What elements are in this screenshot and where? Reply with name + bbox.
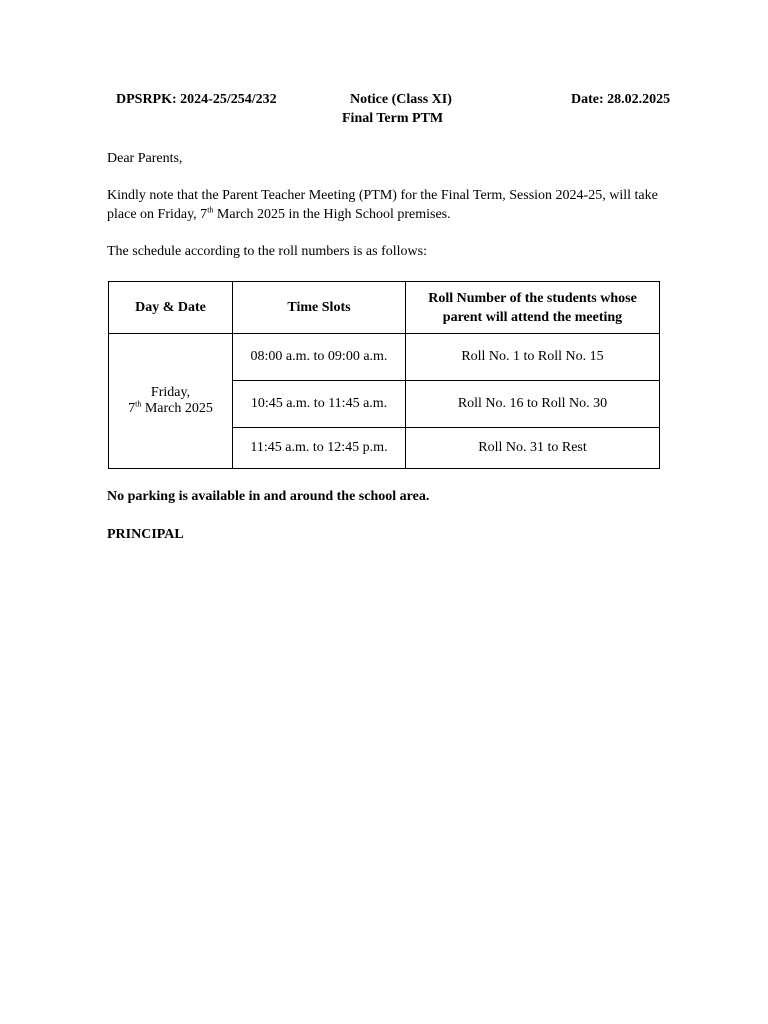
intro-superscript: th	[207, 205, 214, 215]
notice-title: Notice (Class XI)	[350, 92, 452, 107]
header-day-date: Day & Date	[109, 282, 233, 334]
table-header-row	[109, 282, 660, 334]
day-date	[115, 401, 226, 417]
day-date-cell	[109, 334, 233, 469]
day-number: 7	[128, 401, 136, 416]
schedule-table	[108, 281, 660, 469]
salutation: Dear Parents,	[107, 151, 183, 166]
roll-range-cell: Roll No. 16 to Roll No. 30	[406, 381, 660, 428]
time-slot-cell: 11:45 a.m. to 12:45 p.m.	[233, 428, 406, 469]
schedule-intro: The schedule according to the roll numbers is as follows:	[107, 244, 427, 259]
time-slot-cell: 10:45 a.m. to 11:45 a.m.	[233, 381, 406, 428]
notice-date: Date: 28.02.2025	[571, 92, 671, 107]
header-roll-number: Roll Number of the students whose parent will attend the meeting	[406, 282, 660, 334]
intro-text-part2: March 2025 in the High School premises.	[213, 207, 451, 222]
day-name: Friday,	[150, 385, 191, 400]
day-superscript: th	[135, 399, 142, 409]
header-time-slots: Time Slots	[233, 282, 406, 334]
signatory: PRINCIPAL	[107, 527, 184, 542]
intro-text-part1: Kindly note that the Parent Teacher Meeting (PTM) for the Final Term, Session 2024-25, will take place on Friday, 7	[107, 188, 658, 222]
roll-range-cell: Roll No. 31 to Rest	[406, 428, 660, 469]
time-slot-cell: 08:00 a.m. to 09:00 a.m.	[233, 334, 406, 381]
roll-range-cell: Roll No. 1 to Roll No. 15	[406, 334, 660, 381]
reference-number: DPSRPK: 2024-25/254/232	[116, 92, 277, 107]
intro-paragraph	[107, 186, 667, 224]
notice-subtitle: Final Term PTM	[342, 111, 444, 126]
day-month-year: March 2025	[141, 401, 213, 416]
parking-note: No parking is available in and around the school area.	[107, 489, 430, 504]
table-row	[109, 334, 660, 381]
